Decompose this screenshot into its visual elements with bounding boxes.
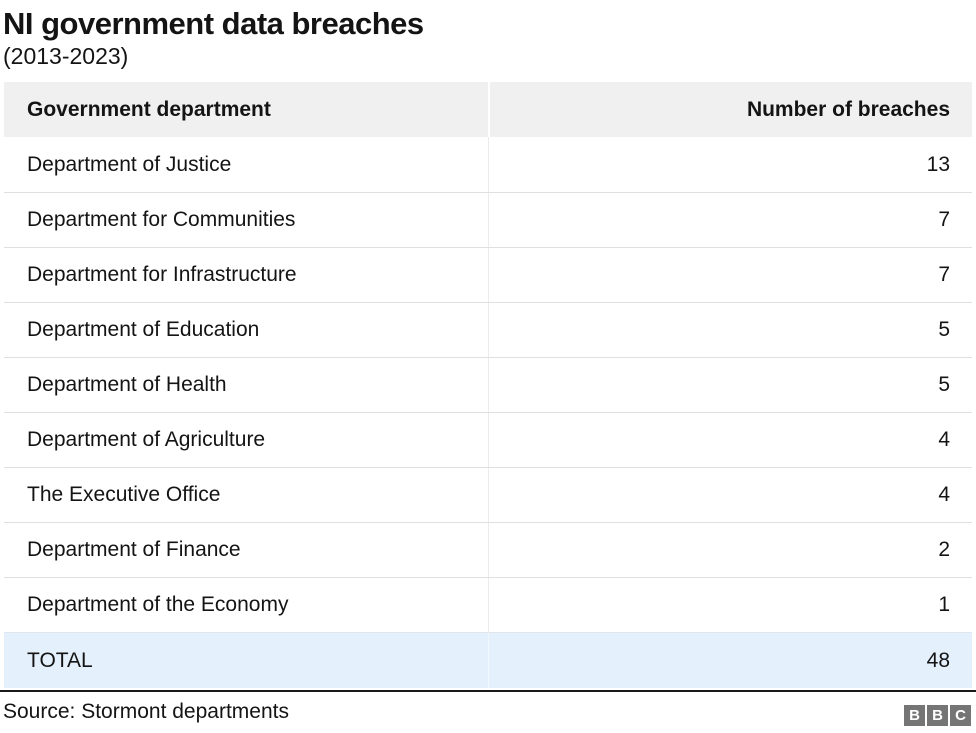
table-row xyxy=(4,302,972,357)
source-text: Source: Stormont departments xyxy=(3,699,289,723)
footer xyxy=(0,692,976,731)
table-body xyxy=(4,137,972,632)
column-header-breaches: Number of breaches xyxy=(488,82,972,137)
department-cell: Department of Education xyxy=(27,318,260,341)
table-row xyxy=(4,467,972,522)
table-row xyxy=(4,522,972,577)
table-row xyxy=(4,247,972,302)
bbc-logo-block: B xyxy=(904,705,925,726)
department-cell: Department for Infrastructure xyxy=(27,263,297,286)
department-cell: Department of Finance xyxy=(27,538,241,561)
total-row xyxy=(4,632,972,688)
total-value-cell: 48 xyxy=(488,633,972,688)
breaches-cell: 4 xyxy=(488,413,972,467)
table-row xyxy=(4,577,972,632)
table-row xyxy=(4,137,972,192)
page-subtitle: (2013-2023) xyxy=(3,43,129,69)
total-label-cell: TOTAL xyxy=(27,648,93,672)
table-row xyxy=(4,412,972,467)
department-cell: Department of Health xyxy=(27,373,227,396)
department-cell: The Executive Office xyxy=(27,483,221,506)
breaches-cell: 4 xyxy=(488,468,972,522)
title-block xyxy=(0,0,976,71)
breaches-cell: 5 xyxy=(488,358,972,412)
breaches-cell: 13 xyxy=(488,137,972,192)
breaches-cell: 5 xyxy=(488,303,972,357)
bbc-logo-block: B xyxy=(927,705,948,726)
breaches-cell: 1 xyxy=(488,578,972,632)
breaches-cell: 7 xyxy=(488,248,972,302)
department-cell: Department for Communities xyxy=(27,208,296,231)
department-cell: Department of the Economy xyxy=(27,593,289,616)
bbc-logo-block: C xyxy=(950,705,971,726)
data-table xyxy=(4,82,972,688)
department-cell: Department of Justice xyxy=(27,152,232,176)
page-title: NI government data breaches xyxy=(3,6,424,41)
table-header-row xyxy=(4,82,972,137)
bbc-logo xyxy=(904,705,971,726)
column-header-department: Government department xyxy=(27,97,271,121)
department-cell: Department of Agriculture xyxy=(27,428,266,451)
table-row xyxy=(4,357,972,412)
breaches-cell: 7 xyxy=(488,193,972,247)
breaches-cell: 2 xyxy=(488,523,972,577)
table-row xyxy=(4,192,972,247)
